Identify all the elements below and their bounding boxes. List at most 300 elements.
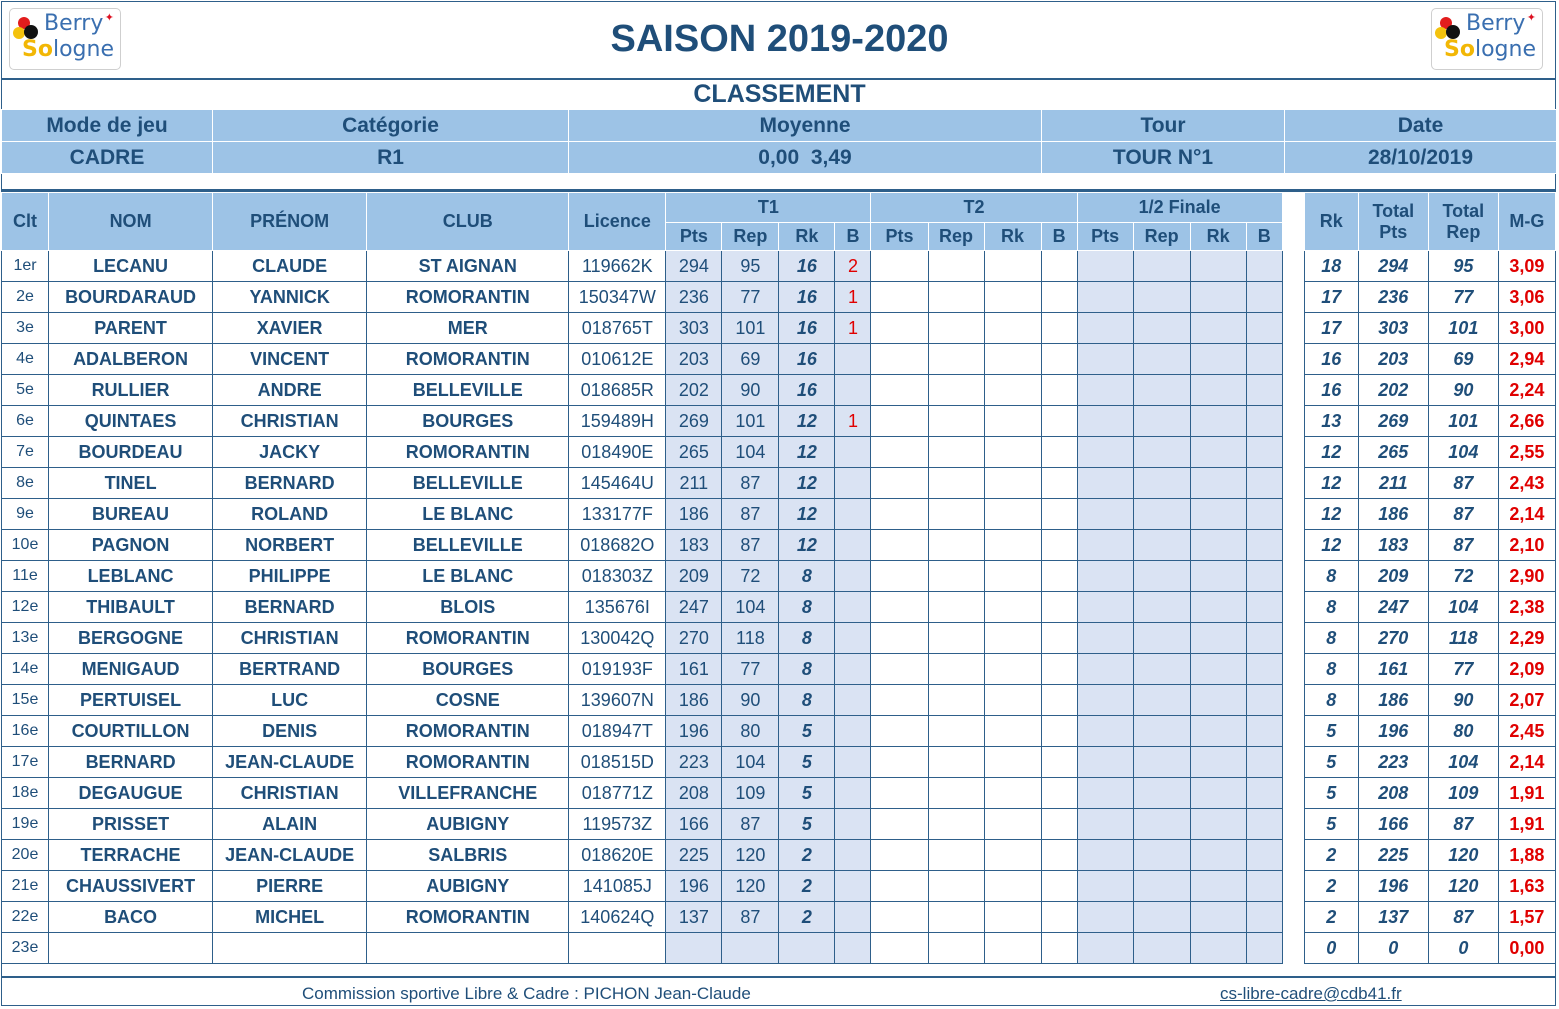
t2-rk — [984, 654, 1041, 685]
finale-pts — [1077, 933, 1133, 964]
col-header-total-rep: Total Rep — [1428, 193, 1498, 251]
t2-rep — [928, 313, 984, 344]
t1-rk — [779, 933, 835, 964]
table-row — [2, 592, 1556, 623]
player-first-name: JACKY — [213, 437, 367, 468]
player-last-name: QUINTAES — [49, 406, 213, 437]
t2-rep — [928, 406, 984, 437]
t2-b — [1041, 406, 1077, 437]
row-rank: 18e — [2, 778, 49, 809]
finale-rk — [1190, 344, 1246, 375]
col-header-t1: T1 — [666, 193, 871, 223]
mg-value: 3,09 — [1498, 251, 1555, 282]
total-pts: 161 — [1358, 654, 1428, 685]
player-licence: 130042Q — [569, 623, 666, 654]
finale-rep — [1133, 685, 1190, 716]
t1-rep: 118 — [722, 623, 779, 654]
t2-b — [1041, 685, 1077, 716]
finale-b — [1246, 902, 1282, 933]
mg-value: 0,00 — [1498, 933, 1555, 964]
player-licence: 150347W — [569, 282, 666, 313]
total-rk: 2 — [1304, 840, 1358, 871]
sub-header-finale-rk: Rk — [1190, 223, 1246, 251]
mg-value: 1,88 — [1498, 840, 1555, 871]
player-first-name: CHRISTIAN — [213, 778, 367, 809]
player-club: BELLEVILLE — [367, 375, 569, 406]
t1-b — [835, 499, 871, 530]
t1-b — [835, 530, 871, 561]
finale-pts — [1077, 623, 1133, 654]
player-first-name: VINCENT — [213, 344, 367, 375]
total-rk: 12 — [1304, 437, 1358, 468]
player-licence: 018515D — [569, 747, 666, 778]
t2-pts — [871, 468, 928, 499]
finale-b — [1246, 716, 1282, 747]
total-rk: 17 — [1304, 313, 1358, 344]
t1-pts: 223 — [666, 747, 722, 778]
finale-rep — [1133, 778, 1190, 809]
col-header-nom: NOM — [49, 193, 213, 251]
player-first-name: BERTRAND — [213, 654, 367, 685]
t2-b — [1041, 902, 1077, 933]
t2-b — [1041, 654, 1077, 685]
t1-rep: 120 — [722, 871, 779, 902]
mg-value: 2,07 — [1498, 685, 1555, 716]
table-row — [2, 406, 1556, 437]
player-licence: 010612E — [569, 344, 666, 375]
t1-pts: 208 — [666, 778, 722, 809]
finale-rep — [1133, 499, 1190, 530]
info-value-mode: CADRE — [2, 142, 213, 174]
total-pts: 183 — [1358, 530, 1428, 561]
t2-rep — [928, 747, 984, 778]
total-rk: 17 — [1304, 282, 1358, 313]
t1-b — [835, 344, 871, 375]
finale-rep — [1133, 840, 1190, 871]
player-licence: 133177F — [569, 499, 666, 530]
row-spacer — [1282, 685, 1304, 716]
info-value-moyenne: 0,00 3,49 — [569, 142, 1042, 174]
total-pts: 166 — [1358, 809, 1428, 840]
t2-b — [1041, 530, 1077, 561]
finale-pts — [1077, 840, 1133, 871]
total-rep: 120 — [1428, 871, 1498, 902]
t2-rep — [928, 344, 984, 375]
finale-b — [1246, 530, 1282, 561]
player-licence: 159489H — [569, 406, 666, 437]
finale-b — [1246, 437, 1282, 468]
t2-pts — [871, 623, 928, 654]
finale-rep — [1133, 437, 1190, 468]
t1-rk: 16 — [779, 375, 835, 406]
sub-header-finale-rep: Rep — [1133, 223, 1190, 251]
player-club: BELLEVILLE — [367, 530, 569, 561]
row-rank: 16e — [2, 716, 49, 747]
t2-pts — [871, 313, 928, 344]
finale-b — [1246, 499, 1282, 530]
total-pts: 208 — [1358, 778, 1428, 809]
player-club: ROMORANTIN — [367, 716, 569, 747]
player-last-name: MENIGAUD — [49, 654, 213, 685]
finale-pts — [1077, 778, 1133, 809]
t1-rep: 87 — [722, 530, 779, 561]
t2-pts — [871, 561, 928, 592]
finale-rep — [1133, 375, 1190, 406]
t1-rep: 104 — [722, 437, 779, 468]
page-title: SAISON 2019-2020 — [610, 18, 949, 60]
player-licence: 119573Z — [569, 809, 666, 840]
table-row — [2, 809, 1556, 840]
row-spacer — [1282, 623, 1304, 654]
total-pts: 196 — [1358, 716, 1428, 747]
total-rep: 87 — [1428, 809, 1498, 840]
t2-rk — [984, 530, 1041, 561]
t2-rk — [984, 685, 1041, 716]
player-first-name: BERNARD — [213, 468, 367, 499]
t1-b — [835, 871, 871, 902]
table-row — [2, 282, 1556, 313]
t1-b — [835, 592, 871, 623]
row-spacer — [1282, 840, 1304, 871]
t1-pts: 225 — [666, 840, 722, 871]
t2-rk — [984, 840, 1041, 871]
col-spacer — [1282, 193, 1304, 251]
finale-rk — [1190, 778, 1246, 809]
t1-rep: 90 — [722, 375, 779, 406]
t1-rk: 2 — [779, 840, 835, 871]
finale-b — [1246, 623, 1282, 654]
t2-pts — [871, 716, 928, 747]
t2-rk — [984, 406, 1041, 437]
row-spacer — [1282, 778, 1304, 809]
finale-b — [1246, 468, 1282, 499]
t1-b — [835, 840, 871, 871]
t2-rep — [928, 561, 984, 592]
mg-value: 2,90 — [1498, 561, 1555, 592]
total-rep: 87 — [1428, 468, 1498, 499]
t2-rep — [928, 871, 984, 902]
t2-rk — [984, 623, 1041, 654]
t2-b — [1041, 375, 1077, 406]
player-last-name: LECANU — [49, 251, 213, 282]
player-licence — [569, 933, 666, 964]
player-licence: 018685R — [569, 375, 666, 406]
t1-rk: 5 — [779, 809, 835, 840]
table-row — [2, 654, 1556, 685]
t1-rep: 104 — [722, 592, 779, 623]
t1-rep: 87 — [722, 499, 779, 530]
finale-b — [1246, 561, 1282, 592]
finale-rk — [1190, 840, 1246, 871]
logo-line-1: Berry — [1466, 11, 1526, 36]
player-last-name: BERNARD — [49, 747, 213, 778]
t1-pts: 202 — [666, 375, 722, 406]
finale-rep — [1133, 623, 1190, 654]
row-spacer — [1282, 592, 1304, 623]
finale-pts — [1077, 716, 1133, 747]
t2-b — [1041, 592, 1077, 623]
t1-pts: 269 — [666, 406, 722, 437]
t2-pts — [871, 282, 928, 313]
t1-rk: 8 — [779, 561, 835, 592]
player-first-name: CHRISTIAN — [213, 406, 367, 437]
total-pts: 186 — [1358, 685, 1428, 716]
col-header-finale: 1/2 Finale — [1077, 193, 1282, 223]
t1-rk: 16 — [779, 251, 835, 282]
t1-pts: 186 — [666, 685, 722, 716]
t1-b — [835, 561, 871, 592]
player-club — [367, 933, 569, 964]
finale-rep — [1133, 282, 1190, 313]
t1-b — [835, 623, 871, 654]
total-pts: 225 — [1358, 840, 1428, 871]
total-rk: 8 — [1304, 654, 1358, 685]
mg-value: 1,63 — [1498, 871, 1555, 902]
player-last-name: BERGOGNE — [49, 623, 213, 654]
total-pts: 202 — [1358, 375, 1428, 406]
sub-header-t1-pts: Pts — [666, 223, 722, 251]
finale-rep — [1133, 406, 1190, 437]
table-row — [2, 933, 1556, 964]
t2-rk — [984, 282, 1041, 313]
t1-rk: 5 — [779, 778, 835, 809]
t2-b — [1041, 871, 1077, 902]
table-row — [2, 375, 1556, 406]
t2-pts — [871, 685, 928, 716]
t2-rk — [984, 499, 1041, 530]
finale-rep — [1133, 933, 1190, 964]
t2-pts — [871, 499, 928, 530]
t1-rk: 12 — [779, 406, 835, 437]
t2-pts — [871, 840, 928, 871]
finale-rep — [1133, 716, 1190, 747]
t1-pts: 270 — [666, 623, 722, 654]
finale-rk — [1190, 499, 1246, 530]
total-rep: 87 — [1428, 530, 1498, 561]
player-club: COSNE — [367, 685, 569, 716]
player-first-name: XAVIER — [213, 313, 367, 344]
logo-line-2: Sologne — [1444, 37, 1536, 62]
t2-rk — [984, 592, 1041, 623]
finale-rk — [1190, 406, 1246, 437]
mg-value: 3,06 — [1498, 282, 1555, 313]
player-club: ROMORANTIN — [367, 747, 569, 778]
finale-pts — [1077, 499, 1133, 530]
t1-rk: 16 — [779, 313, 835, 344]
table-row — [2, 530, 1556, 561]
finale-b — [1246, 282, 1282, 313]
table-row — [2, 313, 1556, 344]
player-licence: 119662K — [569, 251, 666, 282]
player-first-name: PHILIPPE — [213, 561, 367, 592]
info-header-mode: Mode de jeu — [2, 110, 213, 142]
player-licence: 018947T — [569, 716, 666, 747]
info-header-categorie: Catégorie — [213, 110, 569, 142]
finale-rep — [1133, 592, 1190, 623]
finale-b — [1246, 654, 1282, 685]
t1-rk: 12 — [779, 437, 835, 468]
t1-b — [835, 778, 871, 809]
t2-b — [1041, 561, 1077, 592]
row-rank: 6e — [2, 406, 49, 437]
finale-b — [1246, 313, 1282, 344]
player-club: ROMORANTIN — [367, 282, 569, 313]
player-last-name: THIBAULT — [49, 592, 213, 623]
t1-rep: 69 — [722, 344, 779, 375]
t2-b — [1041, 313, 1077, 344]
t1-pts: 211 — [666, 468, 722, 499]
t1-rk: 8 — [779, 685, 835, 716]
row-spacer — [1282, 344, 1304, 375]
player-first-name: ALAIN — [213, 809, 367, 840]
t2-rk — [984, 747, 1041, 778]
finale-b — [1246, 375, 1282, 406]
total-rk: 18 — [1304, 251, 1358, 282]
total-rep: 104 — [1428, 437, 1498, 468]
finale-rep — [1133, 344, 1190, 375]
row-rank: 1er — [2, 251, 49, 282]
t1-pts: 294 — [666, 251, 722, 282]
t2-b — [1041, 747, 1077, 778]
footer-divider — [1, 976, 1556, 978]
player-first-name — [213, 933, 367, 964]
total-rep: 118 — [1428, 623, 1498, 654]
player-licence: 018303Z — [569, 561, 666, 592]
t1-pts: 196 — [666, 716, 722, 747]
t1-b — [835, 902, 871, 933]
player-licence: 139607N — [569, 685, 666, 716]
player-club: VILLEFRANCHE — [367, 778, 569, 809]
t1-b — [835, 685, 871, 716]
finale-rep — [1133, 561, 1190, 592]
total-rep: 95 — [1428, 251, 1498, 282]
total-rk: 5 — [1304, 747, 1358, 778]
finale-b — [1246, 406, 1282, 437]
t2-pts — [871, 902, 928, 933]
finale-rep — [1133, 654, 1190, 685]
logo-line-2: Sologne — [22, 37, 114, 62]
total-rep: 77 — [1428, 282, 1498, 313]
player-first-name: NORBERT — [213, 530, 367, 561]
total-rep: 77 — [1428, 654, 1498, 685]
t1-rep: 109 — [722, 778, 779, 809]
t1-b — [835, 375, 871, 406]
t1-rep: 101 — [722, 313, 779, 344]
total-pts: 223 — [1358, 747, 1428, 778]
row-rank: 11e — [2, 561, 49, 592]
footer-email-link[interactable]: cs-libre-cadre@cdb41.fr — [1220, 984, 1402, 1003]
t1-pts: 203 — [666, 344, 722, 375]
t1-rep: 77 — [722, 282, 779, 313]
player-first-name: CHRISTIAN — [213, 623, 367, 654]
t2-rk — [984, 251, 1041, 282]
row-rank: 17e — [2, 747, 49, 778]
t1-b — [835, 809, 871, 840]
total-rk: 0 — [1304, 933, 1358, 964]
total-rep: 104 — [1428, 747, 1498, 778]
t1-pts: 247 — [666, 592, 722, 623]
t1-b — [835, 747, 871, 778]
t2-pts — [871, 406, 928, 437]
finale-rk — [1190, 685, 1246, 716]
mg-value: 3,00 — [1498, 313, 1555, 344]
mg-value: 2,43 — [1498, 468, 1555, 499]
mg-value: 2,55 — [1498, 437, 1555, 468]
total-rep: 87 — [1428, 902, 1498, 933]
finale-b — [1246, 685, 1282, 716]
t2-b — [1041, 282, 1077, 313]
player-club: ROMORANTIN — [367, 344, 569, 375]
row-rank: 10e — [2, 530, 49, 561]
t2-rep — [928, 282, 984, 313]
t1-rep: 87 — [722, 902, 779, 933]
row-rank: 5e — [2, 375, 49, 406]
row-spacer — [1282, 902, 1304, 933]
row-spacer — [1282, 468, 1304, 499]
player-club: ROMORANTIN — [367, 623, 569, 654]
finale-rep — [1133, 871, 1190, 902]
player-first-name: YANNICK — [213, 282, 367, 313]
t2-b — [1041, 499, 1077, 530]
player-club: BLOIS — [367, 592, 569, 623]
total-pts: 303 — [1358, 313, 1428, 344]
row-rank: 20e — [2, 840, 49, 871]
finale-pts — [1077, 530, 1133, 561]
row-spacer — [1282, 406, 1304, 437]
table-row — [2, 716, 1556, 747]
finale-pts — [1077, 747, 1133, 778]
row-spacer — [1282, 871, 1304, 902]
t1-rk: 5 — [779, 747, 835, 778]
t2-pts — [871, 933, 928, 964]
player-licence: 135676I — [569, 592, 666, 623]
finale-b — [1246, 344, 1282, 375]
ranking-body — [2, 251, 1556, 964]
finale-rep — [1133, 809, 1190, 840]
info-header-tour: Tour — [1042, 110, 1285, 142]
row-rank: 23e — [2, 933, 49, 964]
info-value-tour: TOUR N°1 — [1042, 142, 1285, 174]
total-pts: 236 — [1358, 282, 1428, 313]
info-header-row — [2, 110, 1557, 142]
player-last-name: BUREAU — [49, 499, 213, 530]
t2-rep — [928, 468, 984, 499]
t1-b — [835, 716, 871, 747]
player-first-name: MICHEL — [213, 902, 367, 933]
finale-rk — [1190, 561, 1246, 592]
total-rk: 12 — [1304, 468, 1358, 499]
finale-rep — [1133, 251, 1190, 282]
t2-b — [1041, 437, 1077, 468]
table-row — [2, 840, 1556, 871]
player-first-name: PIERRE — [213, 871, 367, 902]
t2-b — [1041, 716, 1077, 747]
t2-b — [1041, 933, 1077, 964]
total-rk: 8 — [1304, 561, 1358, 592]
t1-rep: 77 — [722, 654, 779, 685]
finale-b — [1246, 251, 1282, 282]
total-pts: 247 — [1358, 592, 1428, 623]
player-club: BOURGES — [367, 406, 569, 437]
row-rank: 19e — [2, 809, 49, 840]
row-spacer — [1282, 251, 1304, 282]
col-header-club: CLUB — [367, 193, 569, 251]
col-header-t2: T2 — [871, 193, 1077, 223]
finale-rk — [1190, 716, 1246, 747]
finale-b — [1246, 933, 1282, 964]
player-last-name: RULLIER — [49, 375, 213, 406]
finale-rk — [1190, 282, 1246, 313]
